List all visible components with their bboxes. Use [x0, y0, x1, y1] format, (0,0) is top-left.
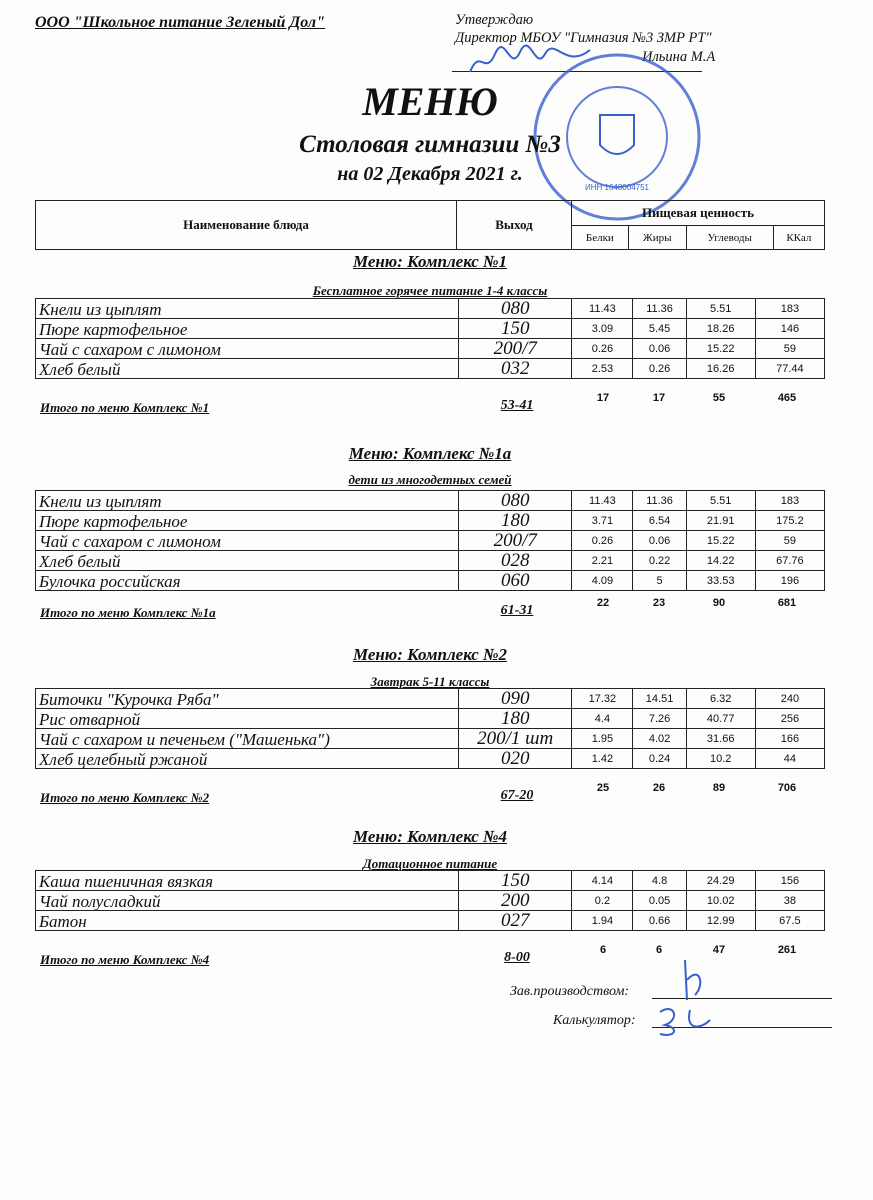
total-price: 8-00 [504, 950, 530, 965]
section-subtitle: Бесплатное горячее питание 1-4 классы [312, 283, 548, 298]
protein-value: 2.21 [572, 551, 633, 571]
fat-value: 5.45 [633, 319, 686, 339]
carbs-value: 31.66 [686, 729, 755, 749]
section-title: Меню: Комплекс №1 [352, 252, 508, 271]
fat-value: 0.06 [633, 531, 686, 551]
table-row [36, 729, 825, 749]
total-kcal: 261 [777, 944, 797, 956]
total-protein: 22 [596, 597, 610, 609]
total-price: 53-41 [500, 398, 534, 413]
section-table [35, 490, 825, 591]
protein-value: 0.2 [572, 891, 633, 911]
section-total [35, 597, 825, 621]
total-label: Итого по меню Комплекс №4 [40, 952, 210, 967]
section-total [35, 782, 825, 806]
table-row [36, 319, 825, 339]
fat-value: 11.36 [633, 491, 686, 511]
carbs-value: 6.32 [686, 689, 755, 709]
carbs-value: 10.02 [686, 891, 755, 911]
carbs-value: 21.91 [686, 511, 755, 531]
kcal-value: 38 [755, 891, 824, 911]
total-protein: 6 [599, 944, 607, 956]
fat-value: 14.51 [633, 689, 686, 709]
table-row [36, 689, 825, 709]
total-label: Итого по меню Комплекс №1а [40, 605, 216, 620]
dish-name: Пюре картофельное [36, 511, 459, 531]
carbs-value: 15.22 [686, 531, 755, 551]
carbs-value: 5.51 [686, 299, 755, 319]
total-price: 67-20 [500, 788, 534, 803]
protein-value: 1.42 [572, 749, 633, 769]
protein-value: 2.53 [572, 359, 633, 379]
kcal-value: 183 [755, 491, 824, 511]
section-title: Меню: Комплекс №1а [348, 444, 512, 463]
protein-value: 11.43 [572, 299, 633, 319]
fat-value: 5 [633, 571, 686, 591]
carbs-value: 12.99 [686, 911, 755, 931]
section-title: Меню: Комплекс №4 [352, 827, 508, 846]
section-total [35, 392, 825, 416]
approval-label: Утверждаю [455, 12, 534, 28]
kcal-value: 175.2 [755, 511, 824, 531]
header-output: Выход [457, 201, 572, 250]
protein-value: 4.4 [572, 709, 633, 729]
dish-output: 200/7 [459, 531, 572, 551]
total-carbs: 47 [712, 944, 726, 956]
protein-value: 3.09 [572, 319, 633, 339]
dish-output: 020 [459, 749, 572, 769]
production-signature [665, 955, 725, 1005]
total-protein: 17 [596, 392, 610, 404]
protein-value: 0.26 [572, 531, 633, 551]
carbs-value: 40.77 [686, 709, 755, 729]
total-kcal: 681 [777, 597, 797, 609]
fat-value: 11.36 [633, 299, 686, 319]
dish-name: Чай полусладкий [36, 891, 459, 911]
kcal-value: 183 [755, 299, 824, 319]
header-name: Наименование блюда [36, 201, 457, 250]
kcal-value: 146 [755, 319, 824, 339]
protein-value: 4.09 [572, 571, 633, 591]
carbs-value: 14.22 [686, 551, 755, 571]
section-subtitle: дети из многодетных семей [348, 472, 512, 487]
total-carbs: 55 [712, 392, 726, 404]
table-row [36, 709, 825, 729]
calculator-label: Калькулятор: [553, 1013, 636, 1028]
table-row [36, 299, 825, 319]
dish-output: 028 [459, 551, 572, 571]
fat-value: 4.8 [633, 871, 686, 891]
table-row [36, 911, 825, 931]
dish-name: Кнели из цыплят [36, 491, 459, 511]
total-price: 61-31 [500, 603, 534, 618]
kcal-value: 196 [755, 571, 824, 591]
table-row [36, 359, 825, 379]
total-protein: 25 [596, 782, 610, 794]
dish-output: 090 [459, 689, 572, 709]
protein-value: 0.26 [572, 339, 633, 359]
dish-output: 180 [459, 511, 572, 531]
table-row [36, 571, 825, 591]
dish-name: Батон [36, 911, 459, 931]
carbs-value: 18.26 [686, 319, 755, 339]
carbs-value: 5.51 [686, 491, 755, 511]
fat-value: 0.05 [633, 891, 686, 911]
canteen-name: Столовая гимназии №3 [299, 131, 561, 158]
production-label: Зав.производством: [510, 984, 630, 999]
dish-output: 150 [459, 319, 572, 339]
dish-output: 060 [459, 571, 572, 591]
table-row [36, 491, 825, 511]
protein-value: 1.95 [572, 729, 633, 749]
total-carbs: 90 [712, 597, 726, 609]
dish-name: Кнели из цыплят [36, 299, 459, 319]
protein-value: 17.32 [572, 689, 633, 709]
table-row [36, 551, 825, 571]
fat-value: 0.24 [633, 749, 686, 769]
total-fat: 26 [652, 782, 666, 794]
section-table [35, 870, 825, 931]
kcal-value: 44 [755, 749, 824, 769]
section-subtitle: Завтрак 5-11 классы [370, 674, 490, 689]
total-label: Итого по меню Комплекс №1 [40, 400, 210, 415]
table-row [36, 749, 825, 769]
dish-output: 080 [459, 299, 572, 319]
section-title: Меню: Комплекс №2 [352, 645, 508, 664]
dish-output: 150 [459, 871, 572, 891]
total-fat: 17 [652, 392, 666, 404]
kcal-value: 166 [755, 729, 824, 749]
header-nutrition: Пищевая ценность [572, 201, 825, 226]
kcal-value: 156 [755, 871, 824, 891]
section-table [35, 688, 825, 769]
carbs-value: 10.2 [686, 749, 755, 769]
menu-date: на 02 Декабря 2021 г. [337, 163, 523, 185]
section-table [35, 298, 825, 379]
carbs-value: 15.22 [686, 339, 755, 359]
dish-name: Чай с сахаром и печеньем ("Машенька") [36, 729, 459, 749]
dish-output: 200 [459, 891, 572, 911]
fat-value: 6.54 [633, 511, 686, 531]
fat-value: 0.06 [633, 339, 686, 359]
dish-name: Хлеб белый [36, 359, 459, 379]
fat-value: 0.66 [633, 911, 686, 931]
dish-name: Пюре картофельное [36, 319, 459, 339]
dish-name: Чай с сахаром с лимоном [36, 531, 459, 551]
dish-output: 200/1 шт [459, 729, 572, 749]
protein-value: 1.94 [572, 911, 633, 931]
kcal-value: 67.76 [755, 551, 824, 571]
total-fat: 23 [652, 597, 666, 609]
dish-name: Хлеб белый [36, 551, 459, 571]
table-row [36, 511, 825, 531]
fat-value: 4.02 [633, 729, 686, 749]
dish-name: Хлеб целебный ржаной [36, 749, 459, 769]
total-fat: 6 [655, 944, 663, 956]
page-title: МЕНЮ [362, 79, 498, 124]
table-row [36, 531, 825, 551]
fat-value: 0.22 [633, 551, 686, 571]
protein-value: 3.71 [572, 511, 633, 531]
dish-name: Биточки "Курочка Ряба" [36, 689, 459, 709]
approval-position: Директор МБОУ "Гимназия №3 ЗМР РТ" [455, 30, 712, 46]
table-row [36, 871, 825, 891]
dish-name: Рис отварной [36, 709, 459, 729]
table-row [36, 891, 825, 911]
calculator-signature [655, 1000, 735, 1040]
protein-value: 4.14 [572, 871, 633, 891]
total-kcal: 465 [777, 392, 797, 404]
carbs-value: 16.26 [686, 359, 755, 379]
kcal-value: 59 [755, 339, 824, 359]
fat-value: 7.26 [633, 709, 686, 729]
kcal-value: 240 [755, 689, 824, 709]
header-fat: Жиры [628, 226, 686, 250]
header-protein: Белки [572, 226, 629, 250]
svg-text:ИНН 1648004751: ИНН 1648004751 [584, 183, 650, 192]
dish-name: Булочка российская [36, 571, 459, 591]
total-carbs: 89 [712, 782, 726, 794]
dish-output: 027 [459, 911, 572, 931]
kcal-value: 59 [755, 531, 824, 551]
kcal-value: 77.44 [755, 359, 824, 379]
total-kcal: 706 [777, 782, 797, 794]
dish-output: 200/7 [459, 339, 572, 359]
section-subtitle: Дотационное питание [362, 856, 498, 871]
header-carbs: Углеводы [686, 226, 773, 250]
approval-name: Ильина М.А [642, 49, 716, 65]
carbs-value: 33.53 [686, 571, 755, 591]
header-kcal: ККал [773, 226, 824, 250]
dish-name: Каша пшеничная вязкая [36, 871, 459, 891]
dish-output: 032 [459, 359, 572, 379]
dish-output: 180 [459, 709, 572, 729]
total-label: Итого по меню Комплекс №2 [40, 790, 210, 805]
fat-value: 0.26 [633, 359, 686, 379]
dish-output: 080 [459, 491, 572, 511]
organization-name: ООО "Школьное питание Зеленый Дол" [35, 14, 325, 31]
protein-value: 11.43 [572, 491, 633, 511]
dish-name: Чай с сахаром с лимоном [36, 339, 459, 359]
table-header [35, 200, 825, 250]
kcal-value: 67.5 [755, 911, 824, 931]
kcal-value: 256 [755, 709, 824, 729]
table-row [36, 339, 825, 359]
carbs-value: 24.29 [686, 871, 755, 891]
